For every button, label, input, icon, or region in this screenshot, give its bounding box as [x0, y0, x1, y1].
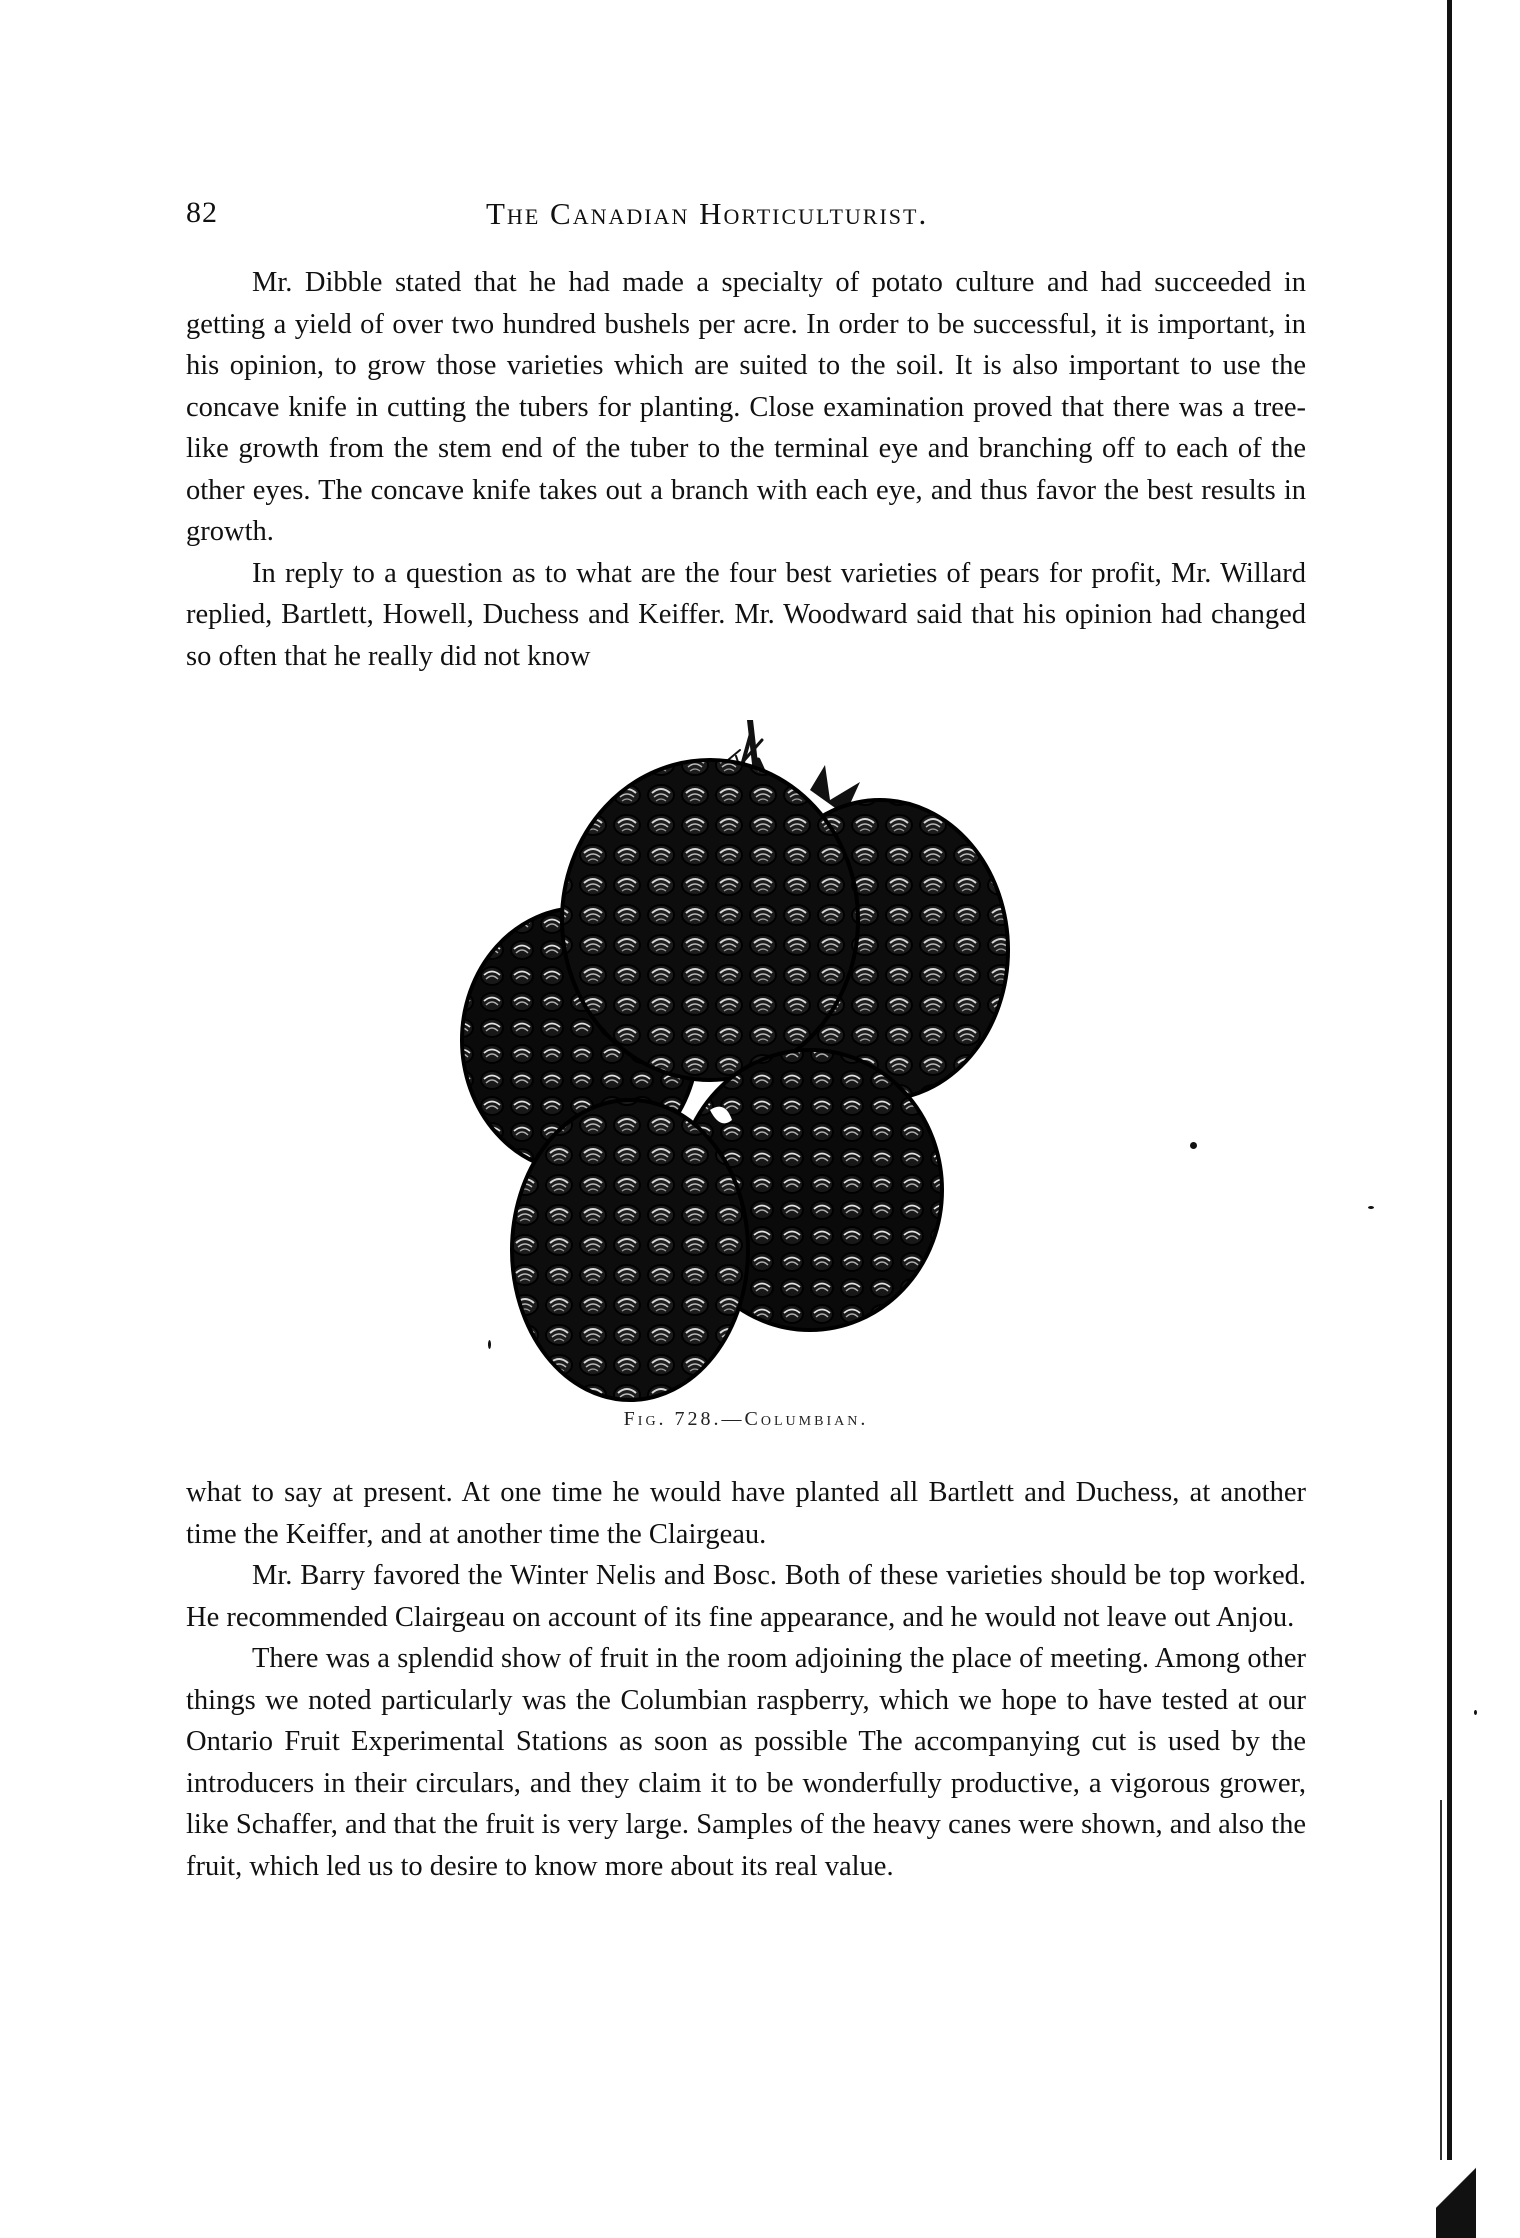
ink-speck	[1190, 1142, 1197, 1149]
berry-bottom-left	[512, 1100, 748, 1400]
body-text-bottom	[186, 1472, 1306, 1887]
paragraph: what to say at present. At one time he would have planted all Bartlett and Duchess, at another time the Keiffer, and at another time the Clairgeau.	[186, 1477, 1306, 1550]
ink-speck	[1368, 1206, 1374, 1209]
page-corner-shadow	[1436, 2160, 1476, 2238]
running-head	[186, 196, 1316, 240]
paragraph: Mr. Dibble stated that he had made a specialty of potato culture and had succeeded in getting a yield of over two hundred bushels per acre. In order to be successful, it is important, in his opinion, to grow those varieties which are suited to the soil. It is also important to use the concave knife in cutting the tubers for planting. Close examination proved that there was a tree-like growth from the stem end of the tuber to the terminal eye and branching off to each of the other eyes. The concave knife takes out a branch with each eye, and thus favor the best results in growth.	[186, 267, 1306, 547]
ink-speck	[1474, 1710, 1477, 1715]
paragraph: There was a splendid show of fruit in the room adjoining the place of meeting. Among other things we noted particularly was the Columbian raspberry, which we hope to have tested at our Ontario Fruit Experimental Stations as soon as possible The accompanying cut is used by the introducers in their circulars, and they claim it to be wonderfully productive, a vigorous grower, like Schaffer, and that the fruit is very large. Samples of the heavy canes were shown, and also the fruit, which led us to desire to know more about its real value.	[186, 1643, 1306, 1882]
body-text-top	[186, 262, 1306, 677]
journal-title: The Canadian Horticulturist.	[486, 196, 929, 231]
paragraph: Mr. Barry favored the Winter Nelis and Bosc. Both of these varieties should be top worked. He recommended Clairgeau on account of its fine appearance, and he would not leave out Anjou.	[186, 1560, 1306, 1633]
raspberry-illustration	[440, 720, 1080, 1410]
raspberry-cluster-icon	[440, 720, 1080, 1410]
ink-speck	[488, 1340, 491, 1349]
berry-top-center	[562, 760, 858, 1080]
page-number: 82	[186, 196, 218, 229]
figure-caption: Fig. 728.—Columbian.	[623, 1408, 869, 1430]
page-binding-edge	[1447, 0, 1452, 2238]
paragraph: In reply to a question as to what are the four best varieties of pears for profit, Mr. Willard replied, Bartlett, Howell, Duchess and Keiffer. Mr. Woodward said that his opinion had changed so often that he really did not know	[186, 557, 1306, 672]
